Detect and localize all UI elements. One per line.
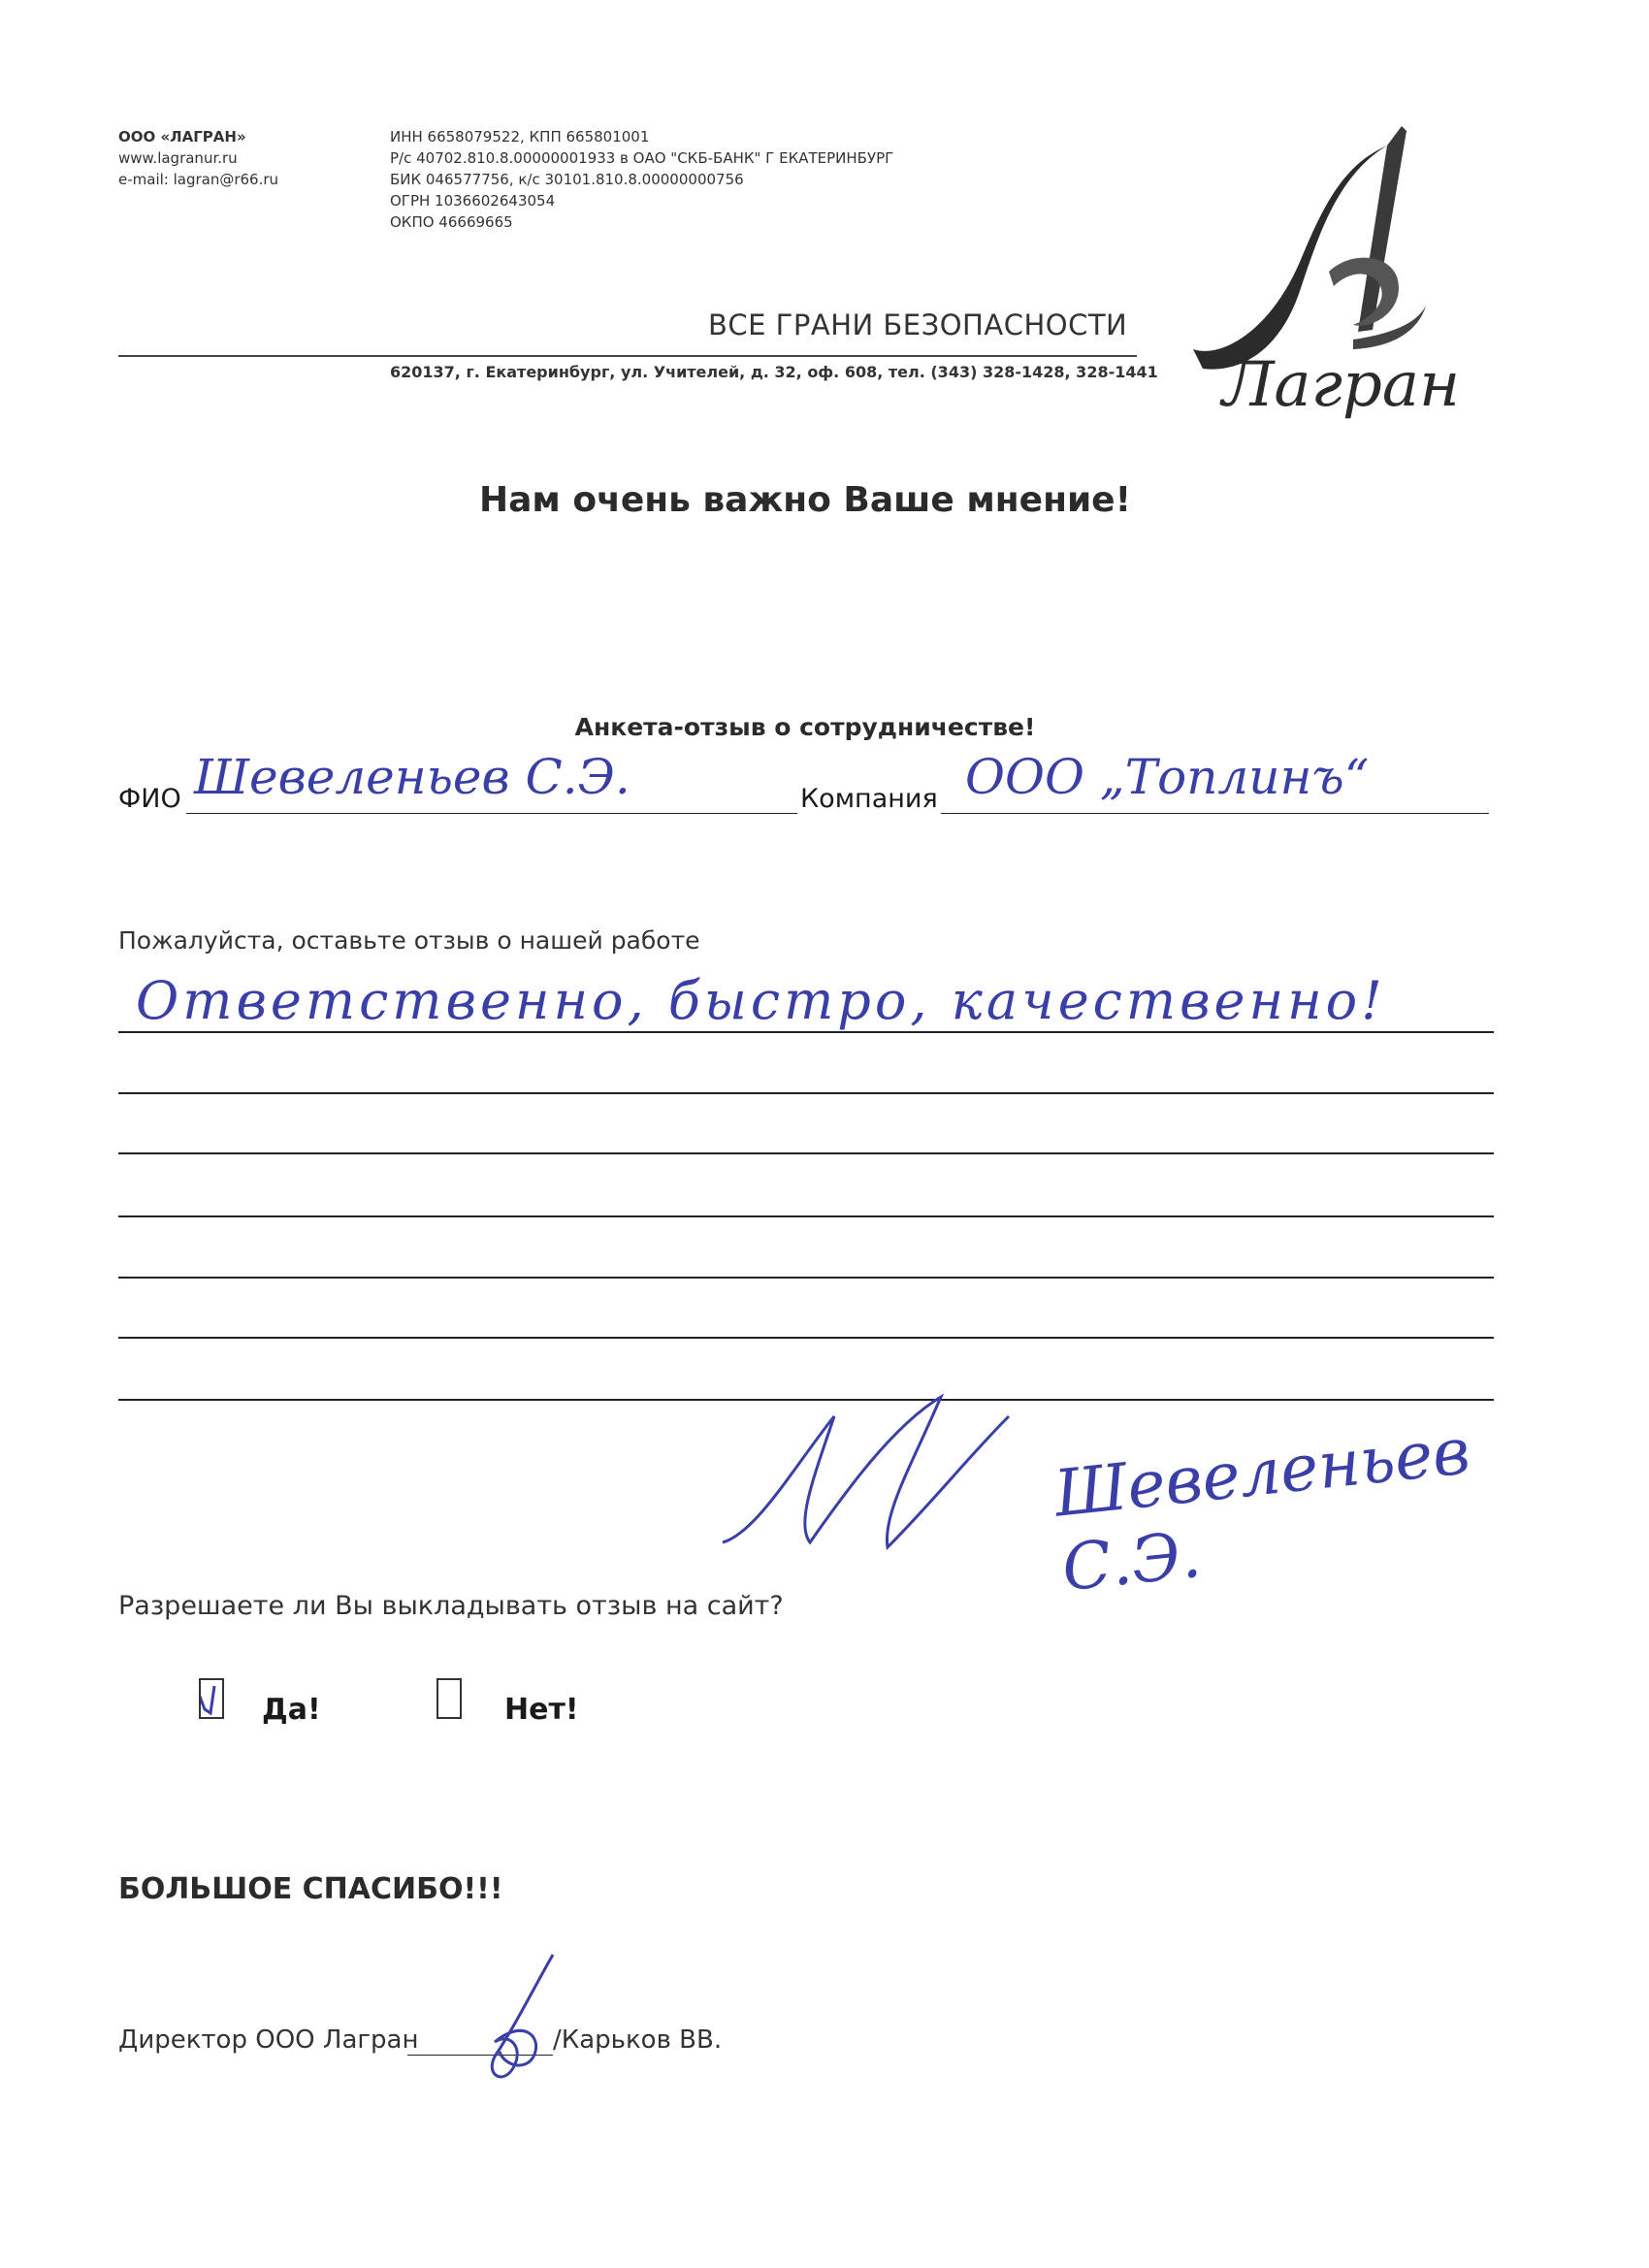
feedback-line-3: [118, 1152, 1494, 1154]
feedback-label: Пожалуйста, оставьте отзыв о нашей работе: [118, 926, 700, 955]
company-website: www.lagranur.ru: [118, 149, 238, 167]
company-email: e-mail: lagran@r66.ru: [118, 171, 279, 188]
company-label: Компания: [800, 784, 938, 814]
requisite-ogrn: ОГРН 1036602643054: [390, 192, 556, 210]
director-name: /Карьков ВВ.: [553, 2025, 723, 2055]
no-checkbox[interactable]: [436, 1678, 462, 1719]
page-title: Нам очень важно Ваше мнение!: [478, 480, 1131, 520]
company-value[interactable]: ООО „Топлинъ“: [965, 749, 1370, 805]
requisites-block: [390, 126, 893, 233]
client-signature-name: Шевеленьев С.Э.: [1051, 1413, 1473, 1606]
director-signature-scribble-icon: [456, 1950, 572, 2095]
address: 620137, г. Екатеринбург, ул. Учителей, д. 32, оф. 608, тел. (343) 328-1428, 328-1441: [390, 363, 1158, 381]
publish-question: Разрешаете ли Вы выкладывать отзыв на сайт?: [118, 1591, 784, 1621]
logo: [1164, 107, 1513, 437]
fio-value[interactable]: Шевеленьев С.Э.: [194, 749, 630, 805]
requisite-account: Р/с 40702.810.8.00000001933 в ОАО "СКБ-БАНК" Г ЕКАТЕРИНБУРГ: [390, 149, 894, 167]
slogan: ВСЕ ГРАНИ БЕЗОПАСНОСТИ: [708, 308, 1128, 341]
feedback-line-2: [118, 1092, 1494, 1094]
feedback-line-6: [118, 1337, 1494, 1339]
no-label: Нет!: [504, 1693, 579, 1727]
checkmark-icon: [201, 1680, 222, 1717]
form-heading: Анкета-отзыв о сотрудничестве!: [574, 713, 1036, 741]
header-rule: [118, 355, 1137, 357]
requisite-okpo: ОКПО 46669665: [390, 213, 513, 231]
thanks-text: БОЛЬШОЕ СПАСИБО!!!: [118, 1872, 503, 1906]
logo-text: Лагран: [1222, 349, 1461, 421]
company-name: ООО «ЛАГРАН»: [118, 128, 246, 146]
feedback-line-4: [118, 1215, 1494, 1217]
yes-label: Да!: [262, 1693, 321, 1727]
company-underline: [941, 813, 1489, 814]
director-signature: [456, 1950, 572, 2095]
client-signature: [718, 1377, 1552, 1606]
fio-label: ФИО: [118, 784, 181, 814]
fio-underline: [186, 813, 797, 814]
director-label: Директор ООО Лагран: [118, 2025, 419, 2055]
company-block: [118, 126, 278, 190]
feedback-value[interactable]: Ответственно, быстро, качественно!: [136, 970, 1386, 1031]
yes-checkbox[interactable]: [199, 1678, 224, 1719]
feedback-line-1: [118, 1031, 1494, 1033]
feedback-line-5: [118, 1277, 1494, 1279]
requisite-inn: ИНН 6658079522, КПП 665801001: [390, 128, 650, 146]
requisite-bik: БИК 046577756, к/с 30101.810.8.00000000756: [390, 171, 744, 188]
